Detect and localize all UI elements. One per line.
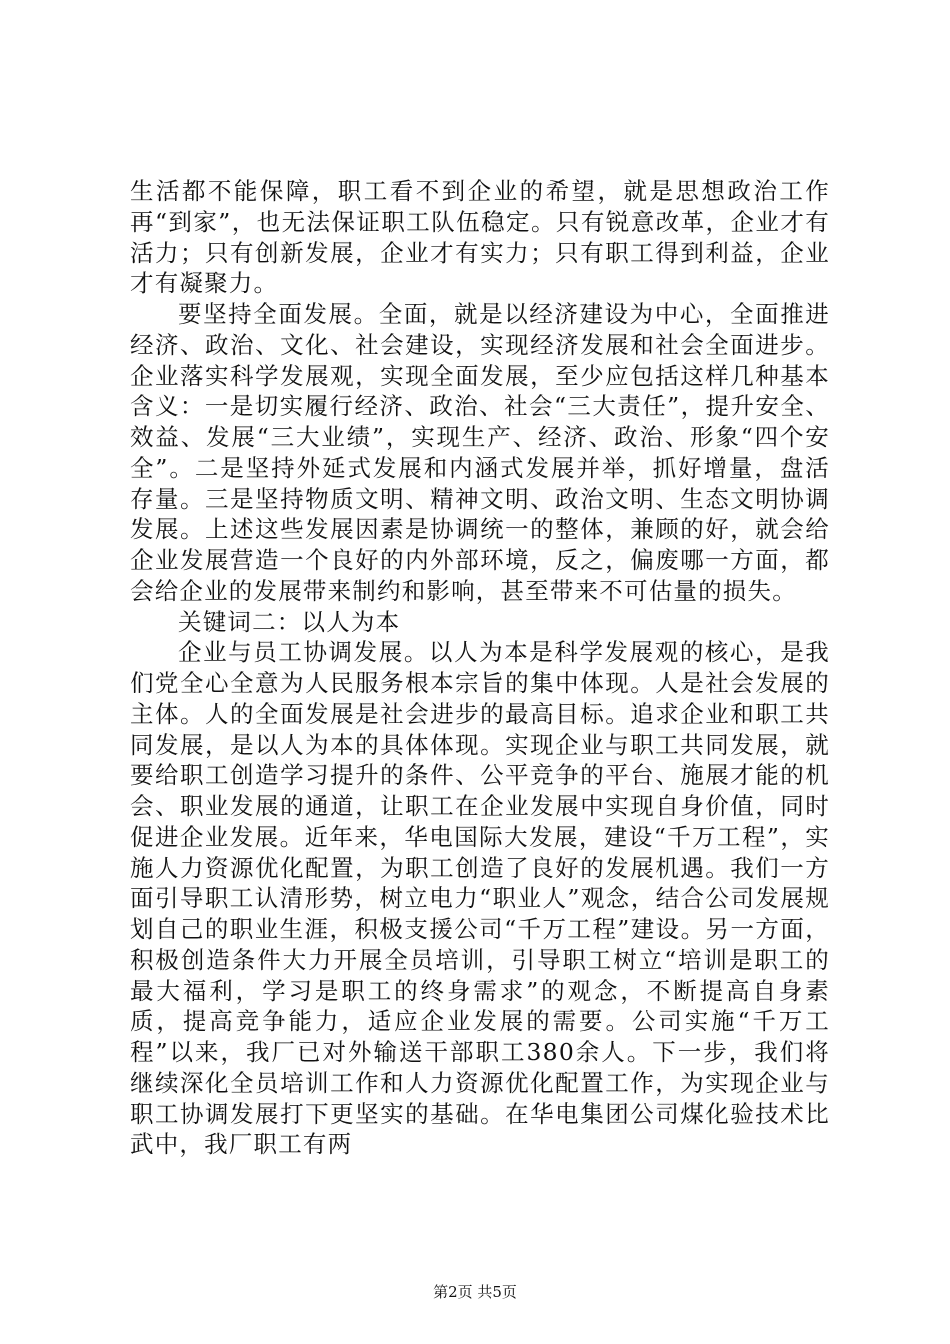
paragraph-2: 要坚持全面发展。全面，就是以经济建设为中心，全面推进经济、政治、文化、社会建设，实现经济发展和社会全面进步。企业落实科学发展观，实现全面发展，至少应包括这样几种基本含义：一是切实履行经济、政治、社会“三大责任”，提升安全、效益、发展“三大业绩”，实现生产、经济、政治、形象“四个安全”。二是坚持外延式发展和内涵式发展并举，抓好增量，盘活存量。三是坚持物质文明、精神文明、政治文明、生态文明协调发展。上述这些发展因素是协调统一的整体，兼顾的好，就会给企业发展营造一个良好的内外部环境，反之，偏废哪一方面，都会给企业的发展带来制约和影响，甚至带来不可估量的损失。 — [130, 300, 830, 605]
section-heading: 关键词二：以人为本 — [178, 607, 401, 636]
document-body — [130, 176, 830, 1160]
page-number-footer: 第2页 共5页 — [433, 1283, 517, 1301]
paragraph-3: 企业与员工协调发展。以人为本是科学发展观的核心，是我们党全心全意为人民服务根本宗旨的集中体现。人是社会发展的主体。人的全面发展是社会进步的最高目标。追求企业和职工共同发展，是以人为本的具体体现。实现企业与职工共同发展，就要给职工创造学习提升的条件、公平竞争的平台、施展才能的机会、职业发展的通道，让职工在企业发展中实现自身价值，同时促进企业发展。近年来，华电国际大发展，建设“千万工程”，实施人力资源优化配置，为职工创造了良好的发展机遇。我们一方面引导职工认清形势，树立电力“职业人”观念，结合公司发展规划自己的职业生涯，积极支援公司“千万工程”建设。另一方面，积极创造条件大力开展全员培训，引导职工树立“培训是职工的最大福利，学习是职工的终身需求”的观念，不断提高自身素质，提高竞争能力，适应企业发展的需要。公司实施“千万工程”以来，我厂已对外输送干部职工380余人。下一步，我们将继续深化全员培训工作和人力资源优化配置工作，为实现企业与职工协调发展打下更坚实的基础。在华电集团公司煤化验技术比武中，我厂职工有两 — [130, 638, 830, 1159]
paragraph-1: 生活都不能保障，职工看不到企业的希望，就是思想政治工作再“到家”，也无法保证职工队伍稳定。只有锐意改革，企业才有活力；只有创新发展，企业才有实力；只有职工得到利益，企业才有凝聚力。 — [130, 177, 830, 298]
